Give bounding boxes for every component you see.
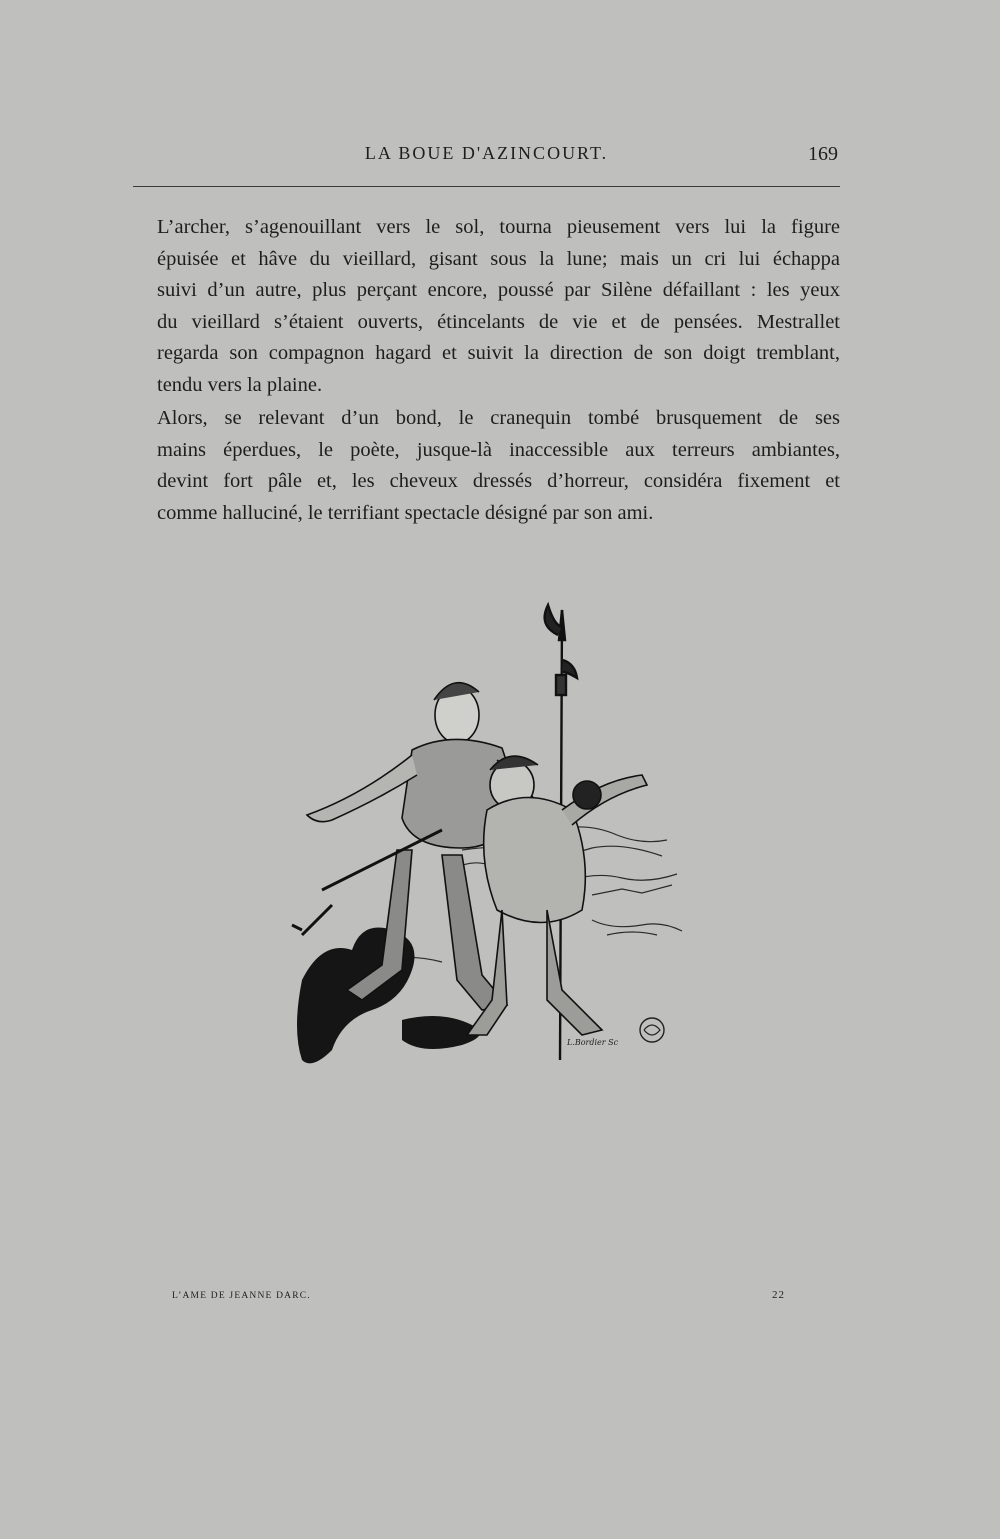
header-rule <box>133 186 840 187</box>
running-head <box>133 143 840 171</box>
paragraph-1 <box>133 212 840 401</box>
text-line: du vieillard s’étaient ouverts, étincelants de vie et de pensées. Mestrallet <box>157 310 840 333</box>
engraver-signature: L.Bordier Sc <box>567 1038 619 1047</box>
text-line: tendu vers la plaine. <box>157 373 323 396</box>
text-line: mains éperdues, le poète, jusque-là inaccessible aux terreurs ambiantes, <box>157 438 840 461</box>
body-text <box>133 212 840 529</box>
sheet-number: 22 <box>772 1289 785 1301</box>
running-title: LA BOUE D'AZINCOURT. <box>364 143 609 163</box>
text-line: devint fort pâle et, les cheveux dressés d’horreur, considéra fixement et <box>157 470 840 492</box>
text-line: épuisée et hâve du vieillard, gisant sous la lune; mais un cri lui échappa <box>157 247 840 270</box>
text-line: suivi d’un autre, plus perçant encore, poussé par Silène défaillant : les yeux <box>157 279 840 301</box>
footer-signature-mark: L’AME DE JEANNE DARC. <box>172 1291 311 1301</box>
text-line: Alors, se relevant d’un bond, le cranequin tombé brusquement de ses <box>157 407 840 429</box>
engraving-figures <box>262 590 702 1070</box>
text-line: regarda son compagnon hagard et suivit la direction de son doigt tremblant, <box>157 342 840 364</box>
engraving-illustration <box>262 590 702 1070</box>
text-line: L’archer, s’agenouillant vers le sol, tourna pieusement vers lui la figure <box>157 216 840 238</box>
page-number: 169 <box>808 143 838 165</box>
text-line: comme halluciné, le terrifiant spectacle désigné par son ami. <box>157 501 654 524</box>
paragraph-2 <box>133 403 840 529</box>
companion-figure <box>467 756 647 1035</box>
